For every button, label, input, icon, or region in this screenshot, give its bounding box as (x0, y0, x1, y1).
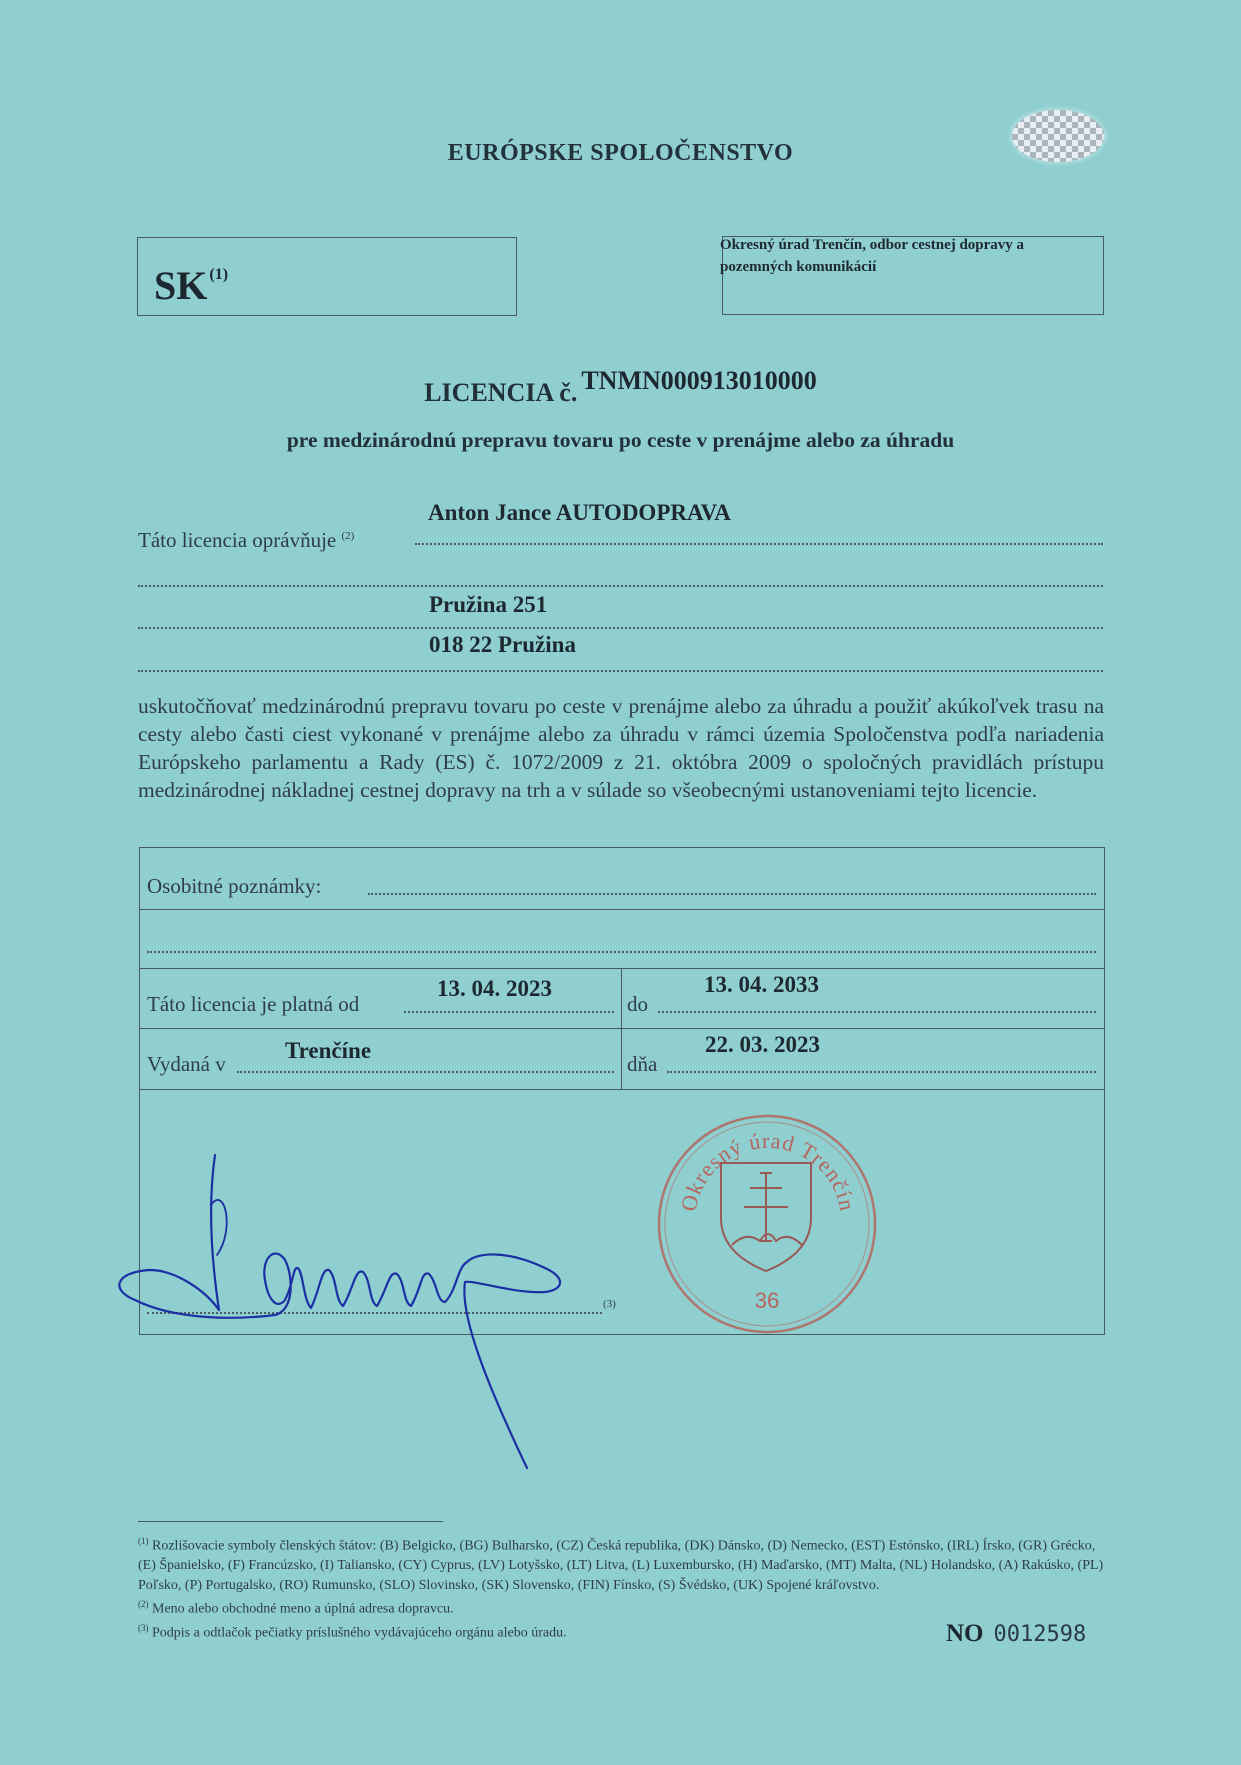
country-code-footnote-mark: (1) (209, 266, 229, 283)
issuing-authority-text: Okresný úrad Trenčín, odbor cestnej dopravy a pozemných komunikácií (720, 237, 1025, 275)
issued-in-place: Trenčíne (285, 1038, 372, 1063)
valid-to-line (658, 1011, 1096, 1013)
license-number: TNMN000913010000 (581, 366, 817, 395)
signature-footnote-mark: (3) (603, 1298, 616, 1310)
serial-value: 0012598 (993, 1622, 1087, 1647)
holder-line-4 (138, 670, 1103, 672)
footnote-1: $^{(1)}$ Rozlišovacie symboly členských štátov: (B) Belgicko, (BG) Bulharsko, (CZ) Česká republika, (DK) Dánsko, (D) Nemecko, (EST) Estónsko, (IRL) Írsko, (GR) Grécko, (E) Španielsko, (F) Francúzsko, (I) Taliansko, (CY) Cyprus, (LV) Lotyšsko, (LT) Litva, (L) Luxembursko, (H) Maďarsko, (MT) Malta, (NL) Holandsko, (A) Rakúsko, (PL) Poľsko, (P) Portugalsko, (RO) Rumunsko, (SLO) Slovinsko, (SK) Slovensko, (FIN) Fínsko, (S) Švédsko, (UK) Spojené kráľovstvo. (138, 1536, 1104, 1593)
footnote-3: $^{(3)}$ Podpis a odtlačok pečiatky príslušného vydávajúceho orgánu alebo úradu. (138, 1623, 567, 1641)
handwritten-signature (115, 1150, 635, 1470)
footnote-2: $^{(2)}$ Meno alebo obchodné meno a úplná adresa dopravcu. (138, 1599, 454, 1617)
special-notes-line-2 (147, 951, 1096, 953)
issuing-authority-box (722, 236, 1104, 315)
valid-from-date: 13. 04. 2023 (437, 976, 552, 1001)
footnote-divider (138, 1521, 443, 1522)
license-label: LICENCIA č. (424, 378, 578, 407)
special-notes-line-1 (368, 893, 1096, 895)
license-body-text: uskutočňovať medzinárodnú prepravu tovaru po ceste v prenájme alebo za úhradu a použiť akúkoľvek trasu na cesty alebo časti ciest vykonané v prenájme alebo za úhradu v rámci územia Spoločenstva podľa nariadenia Európskeho parlamentu a Rady (ES) č. 1072/2009 z 21. októbra 2009 o spoločných pravidlách prístupu medzinárodnej nákladnej cestnej dopravy na trh a v súlade so všeobecnými ustanoveniami tejto licencie. (138, 694, 1104, 802)
serial-number (946, 1620, 1086, 1648)
special-notes-label: Osobitné poznámky: (147, 874, 322, 898)
valid-from-label: Táto licencia je platná od (147, 992, 360, 1016)
issued-in-line (237, 1071, 614, 1073)
slovak-coat-of-arms-icon (721, 1163, 811, 1271)
stamp-text: Okresný úrad Trenčín (675, 1127, 861, 1214)
country-code-box (137, 237, 517, 316)
holder-line-3 (138, 627, 1103, 629)
valid-to-date: 13. 04. 2033 (704, 972, 819, 997)
official-stamp (656, 1113, 878, 1335)
holder-street: Pružina 251 (429, 592, 548, 617)
holder-label: Táto licencia oprávňuje $^{(2)}$ (138, 528, 355, 552)
stamp-number: 36 (754, 1288, 780, 1313)
holder-name-line (415, 543, 1103, 545)
holder-name: Anton Jance AUTODOPRAVA (428, 500, 731, 525)
issued-on-date: 22. 03. 2023 (705, 1032, 820, 1057)
holder-city: 018 22 Pružina (429, 632, 576, 657)
holder-line-2 (138, 585, 1103, 587)
valid-from-line (404, 1011, 614, 1013)
country-code: SK $^{(1)}$ (154, 263, 229, 308)
license-subtitle: pre medzinárodnú prepravu tovaru po ceste v prenájme alebo za úhradu (286, 428, 955, 452)
issued-on-line (667, 1071, 1096, 1073)
license-number-line (0, 366, 1241, 408)
issued-on-label: dňa (627, 1052, 658, 1076)
serial-prefix: NO (946, 1620, 984, 1647)
document-header-title: EURÓPSKE SPOLOČENSTVO (447, 140, 794, 166)
issued-in-label: Vydaná v (147, 1052, 226, 1076)
valid-to-label: do (627, 992, 648, 1016)
